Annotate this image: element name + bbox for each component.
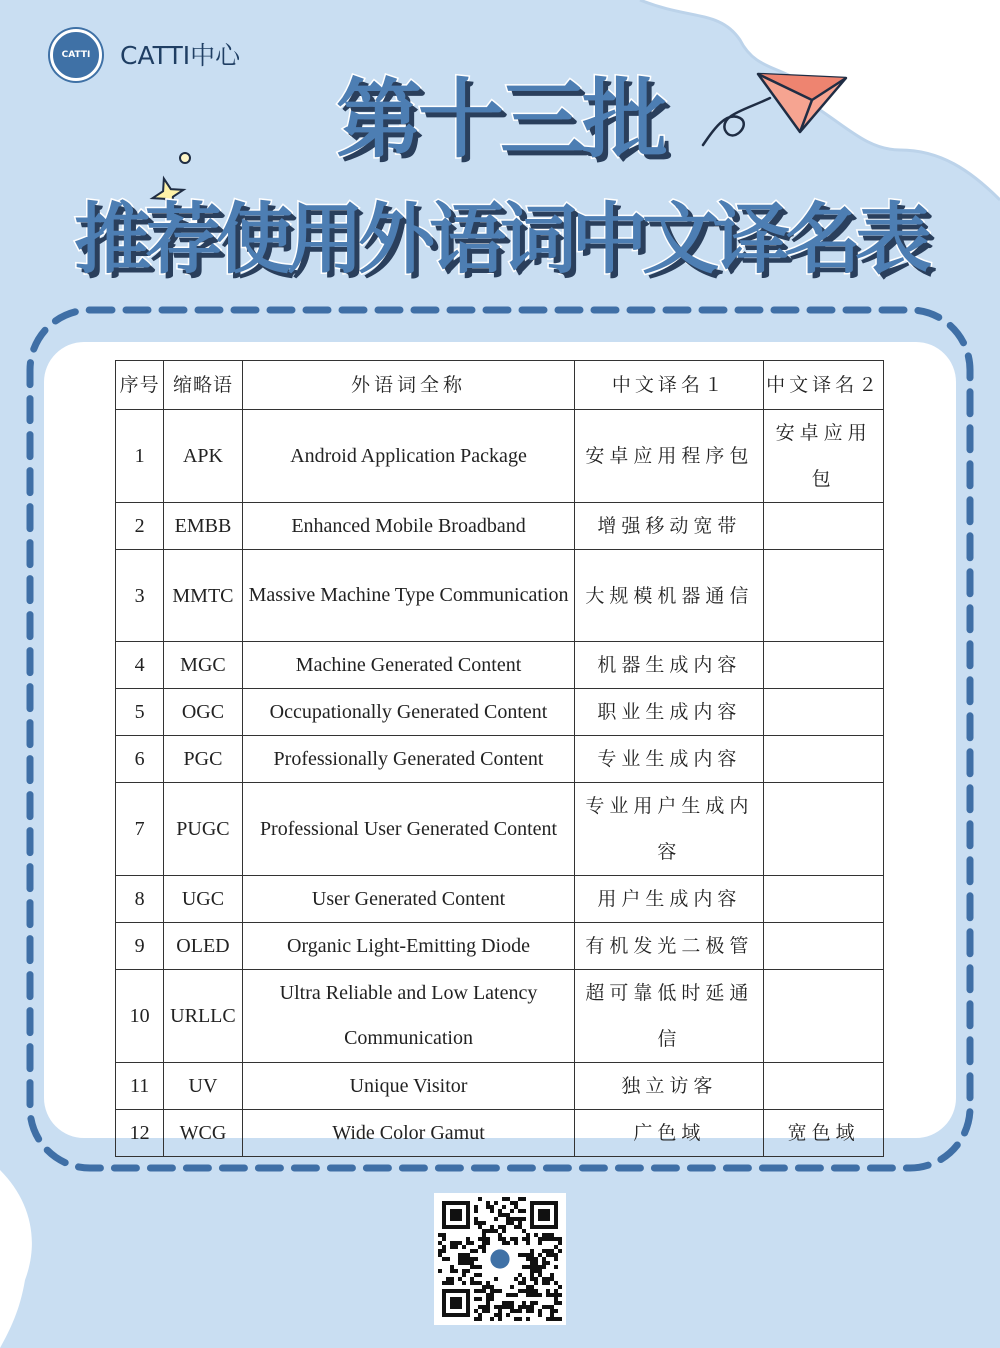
cell-abbr: MGC <box>164 642 242 689</box>
cell-abbr: PUGC <box>164 783 242 876</box>
table-header-row <box>116 361 884 410</box>
cell-zh1: 大规模机器通信 <box>575 550 764 642</box>
cell-zh2 <box>764 923 884 970</box>
cell-full: Enhanced Mobile Broadband <box>242 503 575 550</box>
cell-abbr: OGC <box>164 689 242 736</box>
cell-full: Android Application Package <box>242 410 575 503</box>
table-row <box>116 923 884 970</box>
cell-abbr: PGC <box>164 736 242 783</box>
cell-full: Massive Machine Type Communication <box>242 550 575 642</box>
table-row <box>116 783 884 876</box>
cell-num: 12 <box>116 1110 164 1157</box>
table-row <box>116 550 884 642</box>
cell-zh1: 机器生成内容 <box>575 642 764 689</box>
cell-abbr: UGC <box>164 876 242 923</box>
cell-num: 1 <box>116 410 164 503</box>
table-row <box>116 736 884 783</box>
cell-full: Unique Visitor <box>242 1063 575 1110</box>
header-num: 序号 <box>116 361 164 410</box>
cell-abbr: URLLC <box>164 970 242 1063</box>
cell-abbr: MMTC <box>164 550 242 642</box>
terms-table <box>115 360 884 1157</box>
title-line-2: 推荐使用外语词中文译名表 <box>74 196 926 285</box>
cell-zh1: 专业生成内容 <box>575 736 764 783</box>
cell-num: 2 <box>116 503 164 550</box>
header-abbr: 缩略语 <box>164 361 242 410</box>
cell-zh1: 超可靠低时延通信 <box>575 970 764 1063</box>
cell-zh1: 广色域 <box>575 1110 764 1157</box>
cell-num: 5 <box>116 689 164 736</box>
cell-zh1: 有机发光二极管 <box>575 923 764 970</box>
cell-zh1: 安卓应用程序包 <box>575 410 764 503</box>
cell-abbr: WCG <box>164 1110 242 1157</box>
table-row <box>116 970 884 1063</box>
cell-abbr: APK <box>164 410 242 503</box>
cell-num: 10 <box>116 970 164 1063</box>
cell-zh2: 安卓应用包 <box>764 410 884 503</box>
title-line-1: 第十三批 <box>336 70 664 170</box>
cloud-shape-left <box>0 1170 32 1348</box>
cell-num: 7 <box>116 783 164 876</box>
table-row <box>116 1063 884 1110</box>
cell-zh2 <box>764 736 884 783</box>
cell-num: 11 <box>116 1063 164 1110</box>
cell-zh2 <box>764 1063 884 1110</box>
cell-zh1: 专业用户生成内容 <box>575 783 764 876</box>
cell-num: 6 <box>116 736 164 783</box>
cell-num: 8 <box>116 876 164 923</box>
cell-full: Wide Color Gamut <box>242 1110 575 1157</box>
cell-zh1: 增强移动宽带 <box>575 503 764 550</box>
cell-zh1: 用户生成内容 <box>575 876 764 923</box>
table-row <box>116 503 884 550</box>
table-row <box>116 410 884 503</box>
table-row <box>116 689 884 736</box>
cell-full: Organic Light-Emitting Diode <box>242 923 575 970</box>
cell-zh1: 职业生成内容 <box>575 689 764 736</box>
cell-num: 4 <box>116 642 164 689</box>
cell-full: Machine Generated Content <box>242 642 575 689</box>
qr-code-icon <box>434 1193 566 1325</box>
cell-zh2 <box>764 783 884 876</box>
header-zh2: 中文译名２ <box>764 361 884 410</box>
cell-full: Professionally Generated Content <box>242 736 575 783</box>
table-row <box>116 642 884 689</box>
cell-abbr: UV <box>164 1063 242 1110</box>
cell-num: 3 <box>116 550 164 642</box>
cell-full: Occupationally Generated Content <box>242 689 575 736</box>
brand-name: CATTI中心 <box>120 41 241 70</box>
cell-zh2 <box>764 503 884 550</box>
cell-zh2 <box>764 689 884 736</box>
cell-abbr: OLED <box>164 923 242 970</box>
header-zh1: 中文译名１ <box>575 361 764 410</box>
cell-full: Ultra Reliable and Low Latency Communication <box>242 970 575 1063</box>
table-row <box>116 1110 884 1157</box>
cell-zh2 <box>764 550 884 642</box>
cell-full: User Generated Content <box>242 876 575 923</box>
cell-full: Professional User Generated Content <box>242 783 575 876</box>
cell-abbr: EMBB <box>164 503 242 550</box>
cell-num: 9 <box>116 923 164 970</box>
header-full: 外语词全称 <box>242 361 575 410</box>
table-row <box>116 876 884 923</box>
logo-text: CATTI <box>61 50 91 60</box>
cell-zh2 <box>764 970 884 1063</box>
cell-zh2: 宽色域 <box>764 1110 884 1157</box>
cell-zh2 <box>764 642 884 689</box>
cell-zh2 <box>764 876 884 923</box>
cell-zh1: 独立访客 <box>575 1063 764 1110</box>
